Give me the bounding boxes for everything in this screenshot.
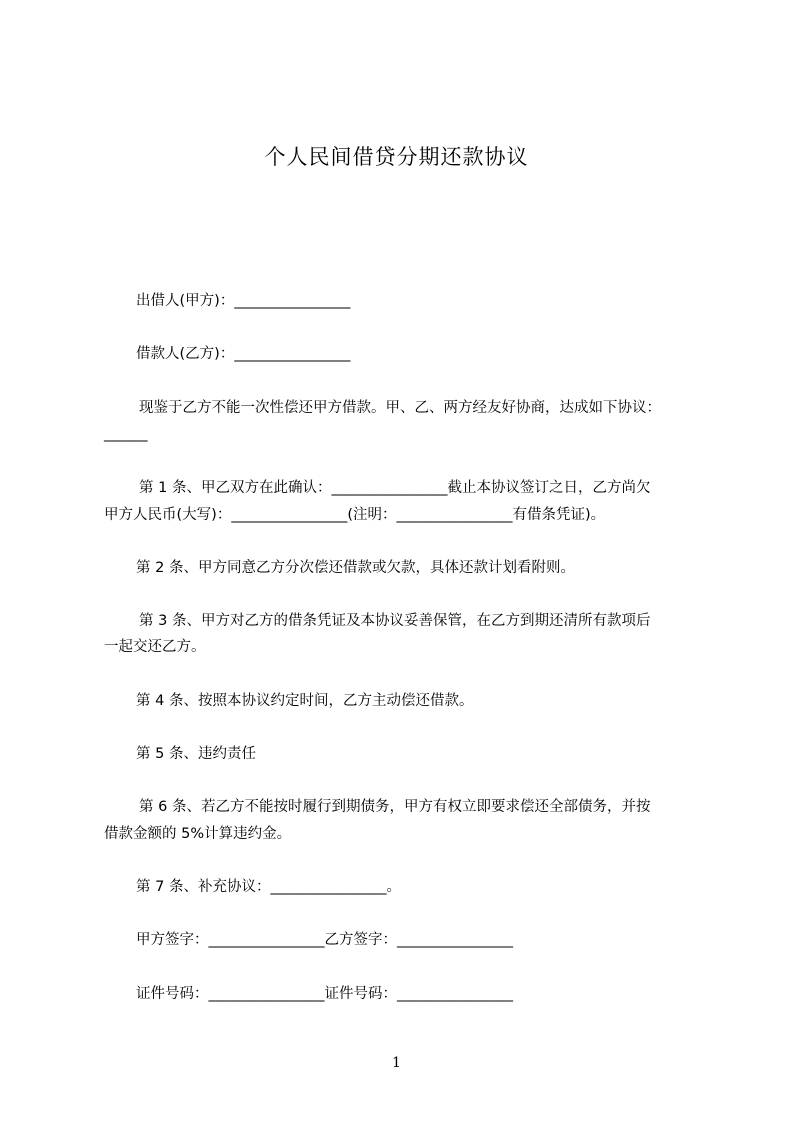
preamble-line-1: 现鉴于乙方不能一次性偿还甲方借款。甲、乙、两方经友好协商，达成如下协议：: [139, 400, 661, 416]
preamble-line-2: ______: [104, 426, 148, 442]
page-number: 1: [392, 1055, 401, 1071]
article-7: 第 7 条、补充协议：________________。: [136, 879, 401, 895]
signature-line: 甲方签字：________________乙方签字：________________: [136, 932, 513, 948]
article-5: 第 5 条、违约责任: [136, 746, 256, 762]
document-title: 个人民间借贷分期还款协议: [264, 145, 529, 169]
lender-line: 出借人(甲方)：________________: [136, 293, 351, 309]
article-6-line-2: 借款金额的 5%计算违约金。: [104, 826, 292, 842]
article-6-line-1: 第 6 条、若乙方不能按时履行到期债务，甲方有权立即要求偿还全部债务，并按: [139, 799, 651, 815]
borrower-line: 借款人(乙方)：________________: [136, 346, 351, 362]
article-1-line-2: 甲方人民币(大写)：________________(注明：________________有借条凭证)。: [104, 507, 606, 523]
article-2: 第 2 条、甲方同意乙方分次偿还借款或欠款，具体还款计划看附则。: [136, 560, 575, 576]
article-3-line-2: 一起交还乙方。: [104, 639, 206, 655]
article-3-line-1: 第 3 条、甲方对乙方的借条凭证及本协议妥善保管，在乙方到期还清所有款项后: [139, 613, 651, 629]
article-1-line-1: 第 1 条、甲乙双方在此确认：________________截止本协议签订之日，乙方尚欠: [139, 480, 651, 496]
article-4: 第 4 条、按照本协议约定时间，乙方主动偿还借款。: [136, 693, 474, 709]
id-number-line: 证件号码：________________证件号码：________________: [136, 986, 513, 1002]
